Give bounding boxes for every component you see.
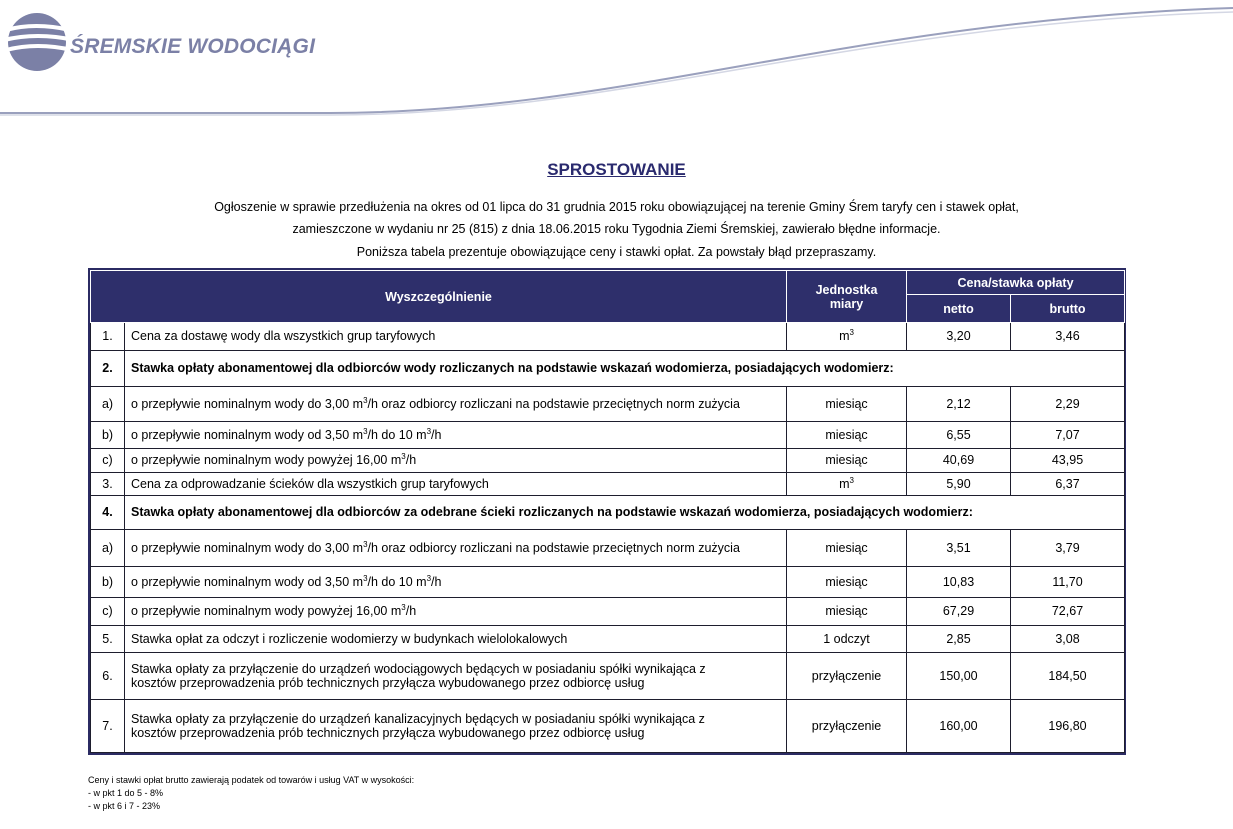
- description-line: kosztów przeprowadzenia prób technicznych przyłącza wybudowanego przez odbiorcę usług: [131, 725, 645, 740]
- superscript: 3: [426, 426, 432, 436]
- header-gross: brutto: [1011, 295, 1125, 323]
- row-unit: [787, 699, 907, 752]
- table-row: [91, 387, 1125, 422]
- row-net-price: 2,12: [907, 387, 1011, 422]
- tariff-table: [88, 268, 1126, 755]
- footnote-line-3: - w pkt 6 i 7 - 23%: [88, 801, 161, 811]
- row-gross-price: 2,29: [1011, 387, 1125, 422]
- row-unit: [787, 530, 907, 567]
- row-gross-price: 6,37: [1011, 473, 1125, 495]
- description-part: o przepływie nominalnym wody powyżej 16,00 m: [131, 453, 402, 468]
- header-price-group: Cena/stawka opłaty: [907, 271, 1125, 295]
- unit-text: miesiąc: [825, 453, 868, 468]
- table-section-row: [91, 350, 1125, 387]
- row-description: Cena za odprowadzanie ścieków dla wszystkich grup taryfowych: [125, 473, 787, 495]
- description-part: /h: [431, 574, 442, 589]
- row-net-price: 40,69: [907, 448, 1011, 473]
- header-swoosh-graphic: [0, 0, 1233, 120]
- row-unit: [787, 448, 907, 473]
- row-unit: [787, 422, 907, 449]
- description-part: o przepływie nominalnym wody od 3,50 m: [131, 574, 364, 589]
- row-description: [125, 597, 787, 626]
- section-description: Stawka opłaty abonamentowej dla odbiorców za odebrane ścieki rozliczanych na podstawie wskazań wodomierza, posiadających wodomierz:: [125, 495, 1125, 530]
- unit-text: m: [839, 329, 850, 344]
- superscript: 3: [363, 426, 368, 436]
- description-part: /h do 10 m: [367, 574, 427, 589]
- vat-footnote: [88, 774, 414, 813]
- description-part: /h: [405, 604, 417, 619]
- row-net-price: 3,20: [907, 323, 1011, 351]
- row-unit: [787, 323, 907, 351]
- description-line: kosztów przeprowadzenia prób technicznych przyłącza wybudowanego przez odbiorcę usług: [131, 675, 645, 690]
- unit-text: przyłączenie: [811, 668, 882, 683]
- row-number: a): [91, 530, 125, 567]
- description-part: /h oraz odbiorcy rozliczani na podstawie przeciętnych norm zużycia: [367, 541, 740, 556]
- row-description: [125, 422, 787, 449]
- row-number: 3.: [91, 473, 125, 495]
- row-description: [125, 448, 787, 473]
- page-title: SPROSTOWANIE: [547, 160, 686, 179]
- row-net-price: 2,85: [907, 626, 1011, 653]
- row-net-price: 67,29: [907, 597, 1011, 626]
- unit-text: miesiąc: [825, 397, 868, 412]
- row-gross-price: 3,46: [1011, 323, 1125, 351]
- row-gross-price: 72,67: [1011, 597, 1125, 626]
- description-part: o przepływie nominalnym wody powyżej 16,00 m: [131, 604, 402, 619]
- row-description: Stawka opłat za odczyt i rozliczenie wodomierzy w budynkach wielolokalowych: [125, 626, 787, 653]
- description-part: o przepływie nominalnym wody do 3,00 m: [131, 397, 364, 412]
- superscript: 3: [363, 396, 368, 406]
- table-body: [91, 323, 1125, 753]
- row-number: c): [91, 448, 125, 473]
- row-number: 7.: [91, 699, 125, 752]
- row-net-price: 5,90: [907, 473, 1011, 495]
- row-number: 2.: [91, 350, 125, 387]
- description-part: /h do 10 m: [367, 427, 427, 442]
- unit-text: miesiąc: [825, 604, 868, 619]
- footnote-line-2: - w pkt 1 do 5 - 8%: [88, 788, 164, 798]
- row-net-price: 150,00: [907, 652, 1011, 699]
- description-line: Stawka opłaty za przyłączenie do urządzeń wodociągowych będących w posiadaniu spółki wynikająca z: [131, 661, 706, 676]
- row-gross-price: 196,80: [1011, 699, 1125, 752]
- row-number: b): [91, 567, 125, 598]
- row-number: b): [91, 422, 125, 449]
- row-gross-price: 184,50: [1011, 652, 1125, 699]
- row-net-price: 160,00: [907, 699, 1011, 752]
- superscript: 3: [401, 452, 406, 462]
- logo-text: ŚREMSKIE WODOCIĄGI: [70, 35, 316, 58]
- description-part: /h: [431, 427, 442, 442]
- intro-line-2: zamieszczone w wydaniu nr 25 (815) z dnia 18.06.2015 roku Tygodnia Ziemi Śremskiej, zawierało błędne informacje.: [292, 222, 941, 236]
- table-row: [91, 699, 1125, 752]
- section-description: Stawka opłaty abonamentowej dla odbiorców wody rozliczanych na podstawie wskazań wodomierza, posiadających wodomierz:: [125, 350, 1125, 387]
- row-unit: [787, 652, 907, 699]
- intro-line-1: Ogłoszenie w sprawie przedłużenia na okres od 01 lipca do 31 grudnia 2015 roku obowiązującej na terenie Gminy Śrem taryfy cen i stawek opłat,: [214, 200, 1019, 214]
- row-unit: [787, 387, 907, 422]
- row-unit: [787, 567, 907, 598]
- row-gross-price: 7,07: [1011, 422, 1125, 449]
- row-unit: [787, 473, 907, 495]
- row-number: 6.: [91, 652, 125, 699]
- superscript: 3: [426, 573, 432, 583]
- row-description: [125, 699, 787, 752]
- description-part: /h: [405, 453, 417, 468]
- unit-text: miesiąc: [825, 541, 868, 556]
- row-number: c): [91, 597, 125, 626]
- superscript: 3: [363, 573, 368, 583]
- row-description: [125, 652, 787, 699]
- row-unit: [787, 626, 907, 653]
- table-section-row: [91, 495, 1125, 530]
- superscript: 3: [363, 540, 368, 549]
- table-row: [91, 567, 1125, 598]
- table-row: [91, 652, 1125, 699]
- table-row: [91, 597, 1125, 626]
- table-row: [91, 530, 1125, 567]
- header-unit: Jednostka miary: [787, 271, 907, 323]
- row-description: Cena za dostawę wody dla wszystkich grup taryfowych: [125, 323, 787, 351]
- superscript: 3: [401, 603, 406, 613]
- table-row: [91, 422, 1125, 449]
- unit-text: przyłączenie: [811, 718, 882, 733]
- row-number: 1.: [91, 323, 125, 351]
- description-part: o przepływie nominalnym wody do 3,00 m: [131, 541, 364, 556]
- row-description: [125, 387, 787, 422]
- row-number: 4.: [91, 495, 125, 530]
- description-part: /h oraz odbiorcy rozliczani na podstawie przeciętnych norm zużycia: [367, 397, 740, 412]
- unit-superscript: 3: [849, 328, 854, 338]
- row-number: a): [91, 387, 125, 422]
- row-gross-price: 11,70: [1011, 567, 1125, 598]
- table-row: [91, 626, 1125, 653]
- row-unit: [787, 597, 907, 626]
- logo-icon: [4, 13, 74, 71]
- row-gross-price: 3,08: [1011, 626, 1125, 653]
- footnote-line-1: Ceny i stawki opłat brutto zawierają podatek od towarów i usług VAT w wysokości:: [88, 775, 415, 785]
- row-gross-price: 43,95: [1011, 448, 1125, 473]
- description-line: Stawka opłaty za przyłączenie do urządzeń kanalizacyjnych będących w posiadaniu spółki wynikająca z: [131, 711, 705, 726]
- row-description: [125, 530, 787, 567]
- unit-text: miesiąc: [825, 574, 868, 589]
- unit-superscript: 3: [849, 475, 854, 485]
- page-header: [0, 0, 1233, 120]
- header-net: netto: [907, 295, 1011, 323]
- unit-text: m: [839, 476, 850, 491]
- table-row: [91, 473, 1125, 495]
- row-number: 5.: [91, 626, 125, 653]
- row-net-price: 3,51: [907, 530, 1011, 567]
- row-net-price: 10,83: [907, 567, 1011, 598]
- unit-text: 1 odczyt: [823, 632, 870, 647]
- row-description: [125, 567, 787, 598]
- table-row: [91, 448, 1125, 473]
- header-description: Wyszczególnienie: [91, 271, 787, 323]
- unit-text: miesiąc: [825, 427, 868, 442]
- row-net-price: 6,55: [907, 422, 1011, 449]
- table-row: [91, 323, 1125, 351]
- description-part: o przepływie nominalnym wody od 3,50 m: [131, 427, 364, 442]
- intro-line-3: Poniższa tabela prezentuje obowiązujące ceny i stawki opłat. Za powstały błąd przepraszamy.: [356, 245, 877, 259]
- row-gross-price: 3,79: [1011, 530, 1125, 567]
